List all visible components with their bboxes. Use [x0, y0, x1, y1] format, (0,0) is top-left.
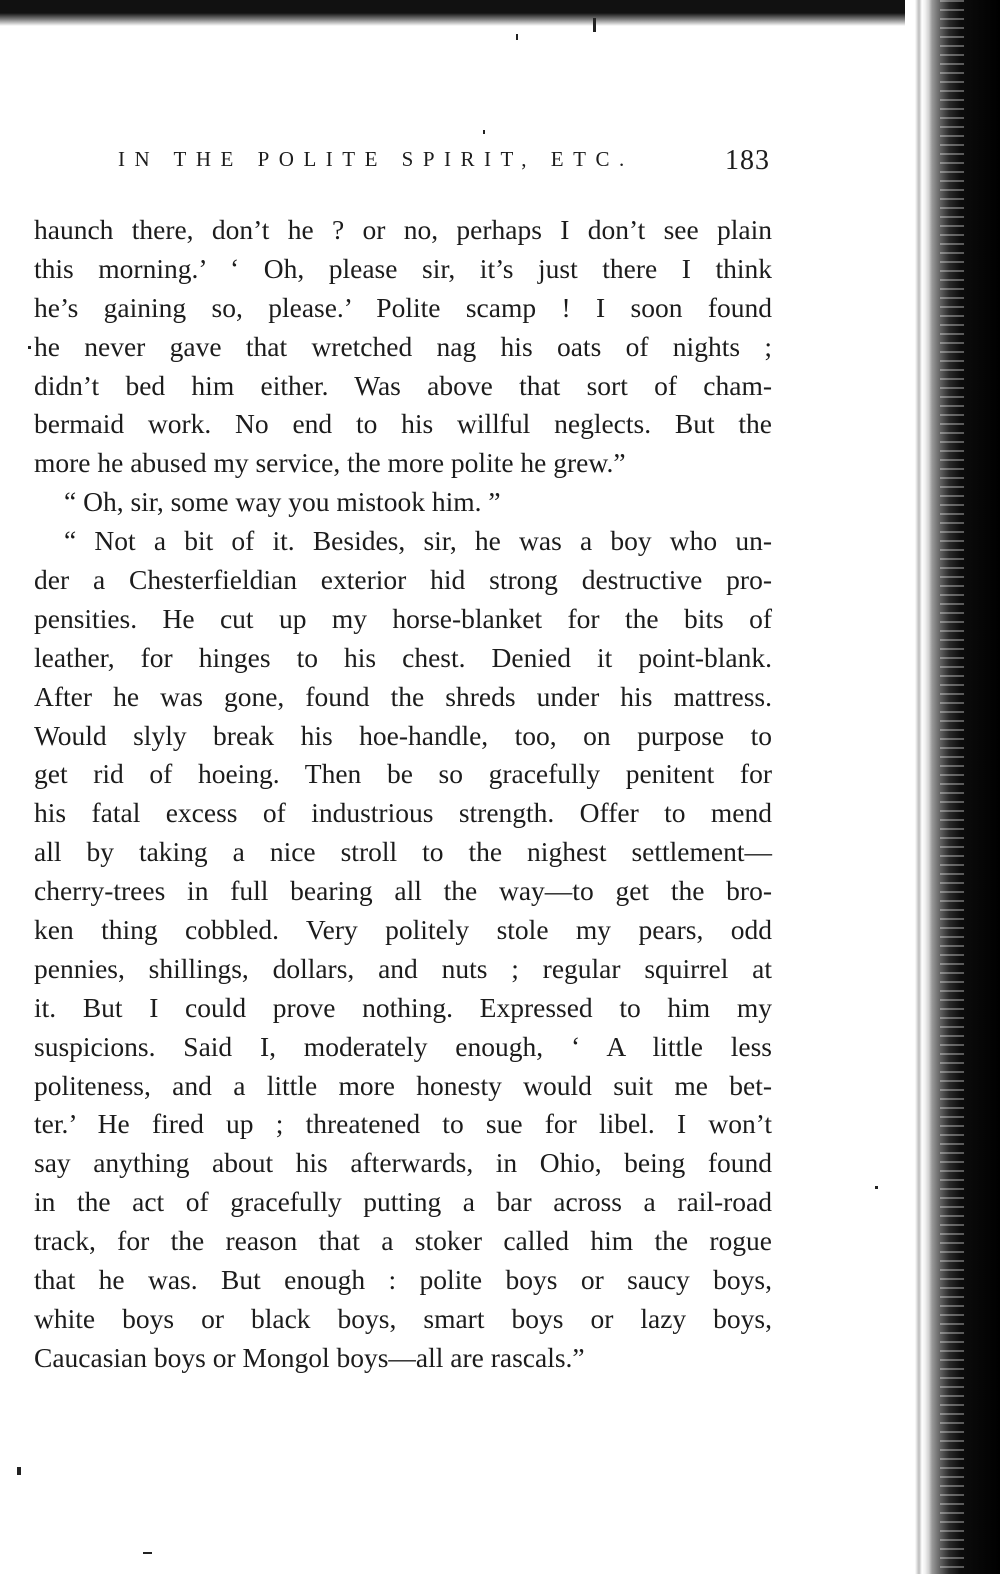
text-line: leather, for hinges to his chest. Denied it point-blank.: [34, 641, 772, 673]
ink-speck: [28, 346, 31, 349]
text-line: his fatal excess of industrious strength. Offer to mend: [34, 797, 772, 829]
ink-speck: [17, 1467, 21, 1475]
text-line: track, for the reason that a stoker called him the rogue: [34, 1225, 772, 1257]
ink-speck: [143, 1552, 152, 1554]
page-top-edge-shadow: [0, 0, 905, 26]
text-line: all by taking a nice stroll to the nighest settlement—: [34, 836, 772, 868]
running-head: [118, 145, 770, 181]
text-line: “ Oh, sir, some way you mistook him. ”: [64, 486, 501, 518]
text-line: Caucasian boys or Mongol boys—all are rascals.”: [34, 1341, 585, 1373]
ink-speck: [593, 18, 596, 32]
ink-speck: [516, 34, 518, 40]
text-line: more he abused my service, the more polite he grew.”: [34, 447, 626, 479]
text-line: politeness, and a little more honesty would suit me bet-: [34, 1069, 772, 1101]
text-line: say anything about his afterwards, in Ohio, being found: [34, 1147, 772, 1179]
text-line: ter.’ He fired up ; threatened to sue for libel. I won’t: [34, 1108, 772, 1140]
page-number: 183: [725, 145, 770, 176]
text-line: haunch there, don’t he ? or no, perhaps I don’t see plain: [34, 214, 772, 245]
text-line: Would slyly break his hoe-handle, too, on purpose to: [34, 719, 772, 751]
text-line: in the act of gracefully putting a bar across a rail-road: [34, 1186, 772, 1218]
text-line: white boys or black boys, smart boys or lazy boys,: [34, 1302, 772, 1334]
text-line: get rid of hoeing. Then be so gracefully penitent for: [34, 758, 772, 790]
text-line: ken thing cobbled. Very politely stole my pears, odd: [34, 914, 772, 946]
text-line: bermaid work. No end to his willful neglects. But the: [34, 408, 772, 440]
text-line: this morning.’ ‘ Oh, please sir, it’s just there I think: [34, 252, 772, 284]
text-line: After he was gone, found the shreds under his mattress.: [34, 680, 772, 712]
text-line: he never gave that wretched nag his oats of nights ;: [34, 330, 772, 362]
page-edge-texture: [940, 0, 964, 1574]
text-line: suspicions. Said I, moderately enough, ‘ A little less: [34, 1030, 772, 1062]
text-line: didn’t bed him either. Was above that sort of cham-: [34, 369, 772, 401]
text-line: “ Not a bit of it. Besides, sir, he was a boy who un-: [64, 525, 772, 557]
text-line: der a Chesterfieldian exterior hid strong destructive pro-: [34, 564, 772, 596]
ink-speck: [483, 130, 485, 134]
text-line: he’s gaining so, please.’ Polite scamp ! I soon found: [34, 291, 772, 323]
text-line: that he was. But enough : polite boys or saucy boys,: [34, 1264, 772, 1296]
body-text: [34, 211, 772, 1378]
text-line: pennies, shillings, dollars, and nuts ; regular squirrel at: [34, 952, 772, 984]
text-line: pensities. He cut up my horse-blanket for the bits of: [34, 602, 772, 634]
ink-speck: [875, 1186, 878, 1189]
text-line: cherry-trees in full bearing all the way—to get the bro-: [34, 875, 772, 907]
running-head-title: IN THE POLITE SPIRIT, ETC.: [118, 147, 634, 171]
text-line: it. But I could prove nothing. Expressed to him my: [34, 991, 772, 1023]
